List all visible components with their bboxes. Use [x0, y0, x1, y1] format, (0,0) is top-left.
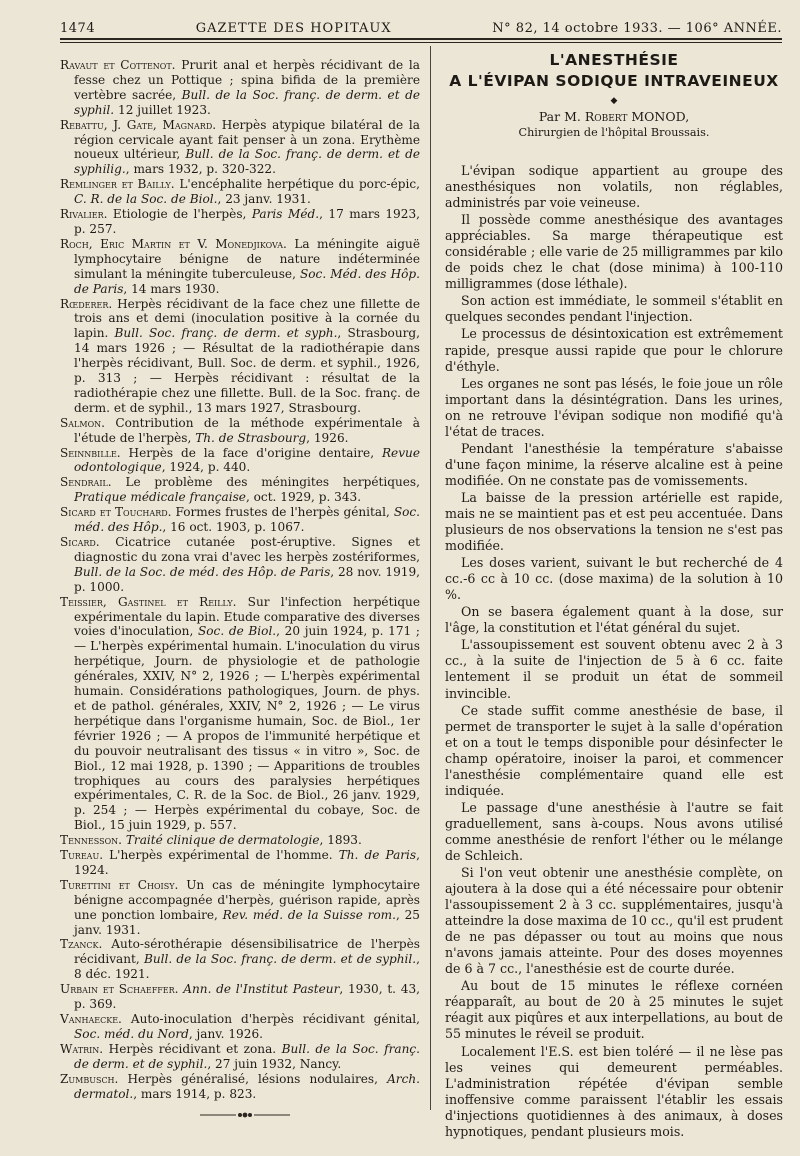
reference-text: Auto-inoculation d'herpès récidivant génital,	[121, 1012, 420, 1026]
reference-text: Cicatrice cutanée post-éruptive. Signes et diagnostic du zona vrai d'avec les herpès zostériformes,	[74, 535, 420, 564]
article-paragraph: L'assoupissement est souvent obtenu avec 2 à 3 cc., à la suite de l'injection de 5 à 6 cc. faite lentement il se produit un état de sommeil invincible.	[445, 637, 783, 701]
article-paragraph: Son action est immédiate, le sommeil s'établit en quelques secondes pendant l'injection.	[445, 293, 783, 325]
reference-author: Tzanck.	[60, 937, 103, 952]
reference-entry	[60, 237, 420, 297]
journal-title: GAZETTE DES HOPITAUX	[195, 21, 392, 36]
article-paragraph: Si l'on veut obtenir une anesthésie complète, on ajoutera à la dose qui a été nécessaire pour obtenir l'assoupissement 2 à 3 cc. supplémentaires, jusqu'à atteindre la dose maxima de 10 cc., qu'il est prudent de ne pas dépasser ou tout au moins que nous n'avons jamais atteinte. Pour des doses moyennes de 6 à 7 cc., l'anesthésie est de courte durée.	[445, 865, 783, 977]
reference-author: Vanhaecke.	[60, 1012, 122, 1026]
reference-entry	[60, 1042, 420, 1072]
article-paragraph: Ce stade suffit comme anesthésie de base, il permet de transporter le sujet à la salle d'opération et on a tout le temps disponible pour désinfecter le champ opératoire, inoiser la paroi, et commencer l'anesthésie complémentaire quand elle est indiquée.	[445, 702, 783, 798]
article-paragraph: Localement l'E.S. est bien toléré — il ne lèse pas les veines qui demeurent perméables. L'administration répétée d'évipan semble inoffensive comme paraissent l'établir les essais d'injections quotidiennes à des animaux, à doses hypnotiques, pendant plusieurs mois.	[445, 1043, 783, 1139]
article-title-line2: A L'ÉVIPAN SODIQUE INTRAVEINEUX	[449, 72, 779, 90]
reference-details: , 14 mars 1930.	[123, 281, 220, 296]
reference-entry	[60, 833, 420, 848]
reference-author: Salmon.	[60, 415, 105, 430]
reference-source: Bull. de la Soc. franç. de derm. et de syphilig.	[74, 147, 420, 177]
reference-details: , mars 1914, p. 823.	[133, 1086, 257, 1101]
reference-source: Rev. méd. de la Suisse rom.	[222, 907, 396, 922]
reference-entry	[60, 297, 420, 416]
reference-details: 12 juillet 1923.	[114, 102, 211, 117]
reference-text: Formes frustes de l'herpès génital,	[171, 505, 394, 520]
reference-text: Herpès généralisé, lésions nodulaires,	[118, 1071, 388, 1086]
reference-details: , 8 déc. 1921.	[74, 952, 420, 982]
reference-details: , Strasbourg, 14 mars 1926 ; — Résultat de la radiothérapie dans l'herpès récidivant, Bull. Soc. de derm. et syphil., 1926, p. 313 ; — Herpès récidivant : résultat de la radiothérapie chez une fillette. Bull. de la Soc. franç. de derm. et de syphil., 13 mars 1927, Strasbourg.	[74, 326, 420, 415]
reference-entry	[60, 505, 420, 535]
byline-prefix: Par M.	[538, 109, 585, 124]
reference-details: , mars 1932, p. 320-322.	[125, 162, 276, 177]
reference-entry	[60, 595, 420, 834]
reference-text: Etiologie de l'herpès,	[107, 207, 252, 222]
article-paragraph: La baisse de la pression artérielle est rapide, mais ne se maintient pas et est peu accentuée. Dans plusieurs de nos observations la tension ne s'est pas modifiée.	[445, 489, 783, 554]
reference-source: Arch. dermatol.	[74, 1071, 420, 1101]
article-paragraph: Les doses varient, suivant le but recherché de 4 cc.-6 cc à 10 cc. (dose maxima) de la solution à 10 %.	[445, 555, 783, 603]
reference-author: Zumbusch.	[60, 1071, 119, 1086]
reference-source: Bull. de la Soc. de méd. des Hôp. de Paris	[74, 564, 331, 579]
reference-author: Teissier, Gastinel et Reilly.	[60, 594, 237, 609]
reference-text: Herpès atypique bilatéral de la région cervicale ayant fait penser à un zona. Erythème noueux ultérieur,	[74, 117, 420, 162]
article-paragraph: L'évipan sodique appartient au groupe des anesthésiques non volatils, non réglables, administrés par voie veineuse.	[445, 163, 783, 211]
reference-text: La méningite aiguë lymphocytaire bénigne de nature indéterminée simulant la méningite tuberculeuse,	[74, 236, 420, 281]
reference-text: Le problème des méningites herpétiques,	[111, 475, 420, 490]
reference-entry	[60, 535, 420, 595]
reference-entry	[60, 58, 420, 118]
reference-details: , 16 oct. 1903, p. 1067.	[162, 520, 305, 535]
page-header	[60, 10, 782, 36]
reference-text: L'encéphalite herpétique du porc-épic,	[174, 177, 420, 192]
header-rule-thin	[60, 42, 782, 43]
reference-details: , 20 juin 1924, p. 171 ; — L'herpès expérimental humain. L'inoculation du virus herpétique, Journ. de physiologie et de pathologie générales, XXIV, N° 2, 1926 ; — L'herpès expérimental humain. Considérations pathologiques, Journ. de phys. et de pathol. générales, XXIV, N° 2, 1926 ; — Le virus herpétique dans l'organisme humain, Soc. de Biol., 1er février 1926 ; — A propos de l'immunité herpétique et du pouvoir neutralisant des tissus « in vitro », Soc. de Biol., 12 mai 1928, p. 1390 ; — Apparitions de troubles trophiques au cours des paralysies herpétiques expérimentales, C. R. de la Soc. de Biol., 26 janv. 1929, p. 254 ; — Herpès expérimental du cobaye, Soc. de Biol., 15 juin 1929, p. 557.	[74, 624, 420, 833]
reference-author: Remlinger et Bailly.	[60, 177, 175, 192]
article-paragraph: Le passage d'une anesthésie à l'autre se fait graduellement, sans à-coups. Nous avons utilisé comme anesthésie de renfort l'éther ou le mélange de Schleich.	[445, 799, 783, 863]
bibliography-column	[60, 58, 420, 1101]
reference-entry	[60, 118, 420, 178]
reference-source: Traité clinique de dermatologie	[125, 833, 320, 848]
reference-source: Soc. Méd. des Hôp. de Paris	[74, 266, 420, 296]
article-column	[445, 50, 783, 1141]
reference-author: Turettini et Choisy.	[60, 877, 179, 892]
reference-details: , 17 mars 1923, p. 257.	[74, 207, 420, 236]
reference-text: L'herpès expérimental de l'homme.	[103, 848, 339, 863]
reference-entry	[60, 1072, 420, 1102]
reference-details: , 27 juin 1932, Nancy.	[207, 1056, 342, 1071]
reference-details: , 1930, t. 43, p. 369.	[74, 982, 420, 1012]
reference-source: Bull. Soc. franç. de derm. et syph.	[114, 326, 338, 341]
reference-source: Paris Méd.	[251, 207, 320, 222]
reference-source: Bull. de la Soc. franç. de derm. et de syphil.	[74, 87, 420, 117]
reference-entry	[60, 937, 420, 982]
reference-entry	[60, 207, 420, 237]
reference-text: Herpès de la face d'origine dentaire,	[120, 445, 382, 460]
author-name: Robert MONOD,	[584, 109, 690, 124]
reference-details: , oct. 1929, p. 343.	[245, 490, 362, 505]
page-number: 1474	[60, 21, 96, 36]
reference-source: Revue odontologique	[74, 445, 420, 475]
reference-text: Herpès récidivant de la face chez une fillette de trois ans et demi (inoculation positive à la cornée du lapin.	[74, 296, 420, 341]
reference-text: Sur l'infection herpétique expérimentale du lapin. Etude comparative des diverses voies d'inoculation,	[74, 594, 421, 639]
byline	[445, 108, 783, 125]
reference-author: Sicard.	[60, 535, 100, 549]
reference-text: Auto-sérothérapie désensibilisatrice de l'herpès récidivant,	[74, 937, 420, 967]
author-affiliation: Chirurgien de l'hôpital Broussais.	[518, 126, 710, 139]
reference-text: Herpès récidivant et zona.	[103, 1041, 282, 1056]
reference-author: Tureau.	[60, 848, 104, 863]
article-paragraph: On se basera également quant à la dose, sur l'âge, la constitution et l'état général du sujet.	[445, 604, 783, 636]
reference-details: , 1924.	[74, 848, 420, 877]
reference-author: Urbain et Schaeffer.	[60, 982, 179, 997]
article-paragraph: Les organes ne sont pas lésés, le foie joue un rôle important dans la désintégration. Dans les urines, on ne retrouve l'évipan sodique non modifié qu'à l'état de traces.	[445, 375, 783, 439]
reference-author: Ravaut et Cottenot.	[60, 58, 176, 72]
column-divider	[430, 46, 431, 1110]
reference-source: Th. de Strasbourg	[195, 430, 307, 445]
issue-info: N° 82, 14 octobre 1933. — 106° ANNÉE.	[492, 21, 782, 36]
reference-author: Rivalier.	[60, 207, 108, 222]
reference-source: Soc. de Biol.	[197, 624, 277, 639]
reference-entry	[60, 1012, 420, 1042]
article-paragraph: Pendant l'anesthésie la température s'abaisse d'une façon minime, la réserve alcaline est à peine modifiée. On ne constate pas de vomissements.	[445, 440, 783, 488]
reference-entry	[60, 177, 420, 207]
reference-source: Soc. méd. du Nord	[74, 1026, 189, 1041]
reference-source: Pratique médicale française	[74, 490, 246, 505]
reference-source: C. R. de la Soc. de Biol.	[74, 192, 218, 207]
header-rule	[60, 38, 782, 40]
reference-source: Soc. méd. des Hôp.	[74, 505, 420, 535]
reference-entry	[60, 475, 420, 505]
reference-details: , 23 janv. 1931.	[217, 192, 311, 207]
reference-details: , 28 nov. 1919, p. 1000.	[74, 564, 421, 594]
reference-entry	[60, 446, 420, 476]
reference-author: Seinnbille.	[60, 445, 121, 460]
article-paragraph: Le processus de désintoxication est extrêmement rapide, presque aussi rapide que pour le chlorure d'éthyle.	[445, 326, 783, 374]
reference-entry	[60, 848, 420, 878]
reference-source: Bull. de la Soc. franç. de derm. et de syphil.	[74, 1041, 420, 1071]
article-paragraph: Il possède comme anesthésique des avantages appréciables. Sa marge thérapeutique est considérable ; elle varie de 25 milligrammes par kilo de poids chez le chat (dose minima) à 100-110 milligrammes (dose léthale).	[445, 212, 783, 292]
reference-source: Th. de Paris	[338, 848, 417, 863]
reference-entry	[60, 416, 420, 446]
reference-entry	[60, 982, 420, 1012]
reference-details: , 1893.	[319, 833, 362, 848]
reference-details: , 1926.	[306, 430, 349, 445]
reference-text: Un cas de méningite lymphocytaire bénigne accompagnée d'herpès, guérison rapide, après une ponction lombaire,	[74, 877, 421, 922]
reference-author: Rœderer.	[60, 296, 113, 311]
reference-details: , 25 janv. 1931.	[74, 907, 420, 937]
reference-text: Prurit anal et herpès récidivant de la fesse chez un Pottique ; spina bifida de la première vertèbre sacrée,	[74, 58, 420, 102]
article-body	[445, 163, 783, 1140]
reference-source: Bull. de la Soc. franç. de derm. et de syphil.	[143, 952, 417, 967]
reference-text: Contribution de la méthode expérimentale à l'étude de l'herpès,	[74, 415, 420, 445]
reference-entry	[60, 878, 420, 938]
reference-details: , janv. 1926.	[188, 1026, 263, 1041]
reference-author: Sendrail.	[60, 475, 112, 490]
reference-source: Ann. de l'Institut Pasteur	[183, 982, 340, 997]
reference-author: Tennesson.	[60, 833, 122, 848]
reference-author: Watrin.	[60, 1041, 104, 1056]
reference-author: Sicard et Touchard.	[60, 505, 172, 520]
reference-author: Roch, Eric Martin et V. Monedjikova.	[60, 236, 287, 251]
reference-details: , 1924, p. 440.	[161, 460, 251, 475]
title-ornament: ◆	[610, 96, 618, 106]
article-title-line1: L'ANESTHÉSIE	[549, 51, 679, 69]
article-paragraph: Au bout de 15 minutes le réflexe cornéen réapparaît, au bout de 20 à 25 minutes le sujet réagit aux piqûres et aux interpellations, au bout de 55 minutes le réveil se produit.	[445, 978, 783, 1042]
end-ornament	[200, 1110, 290, 1120]
reference-author: Rebattu, J. Gate, Magnard.	[60, 117, 217, 132]
